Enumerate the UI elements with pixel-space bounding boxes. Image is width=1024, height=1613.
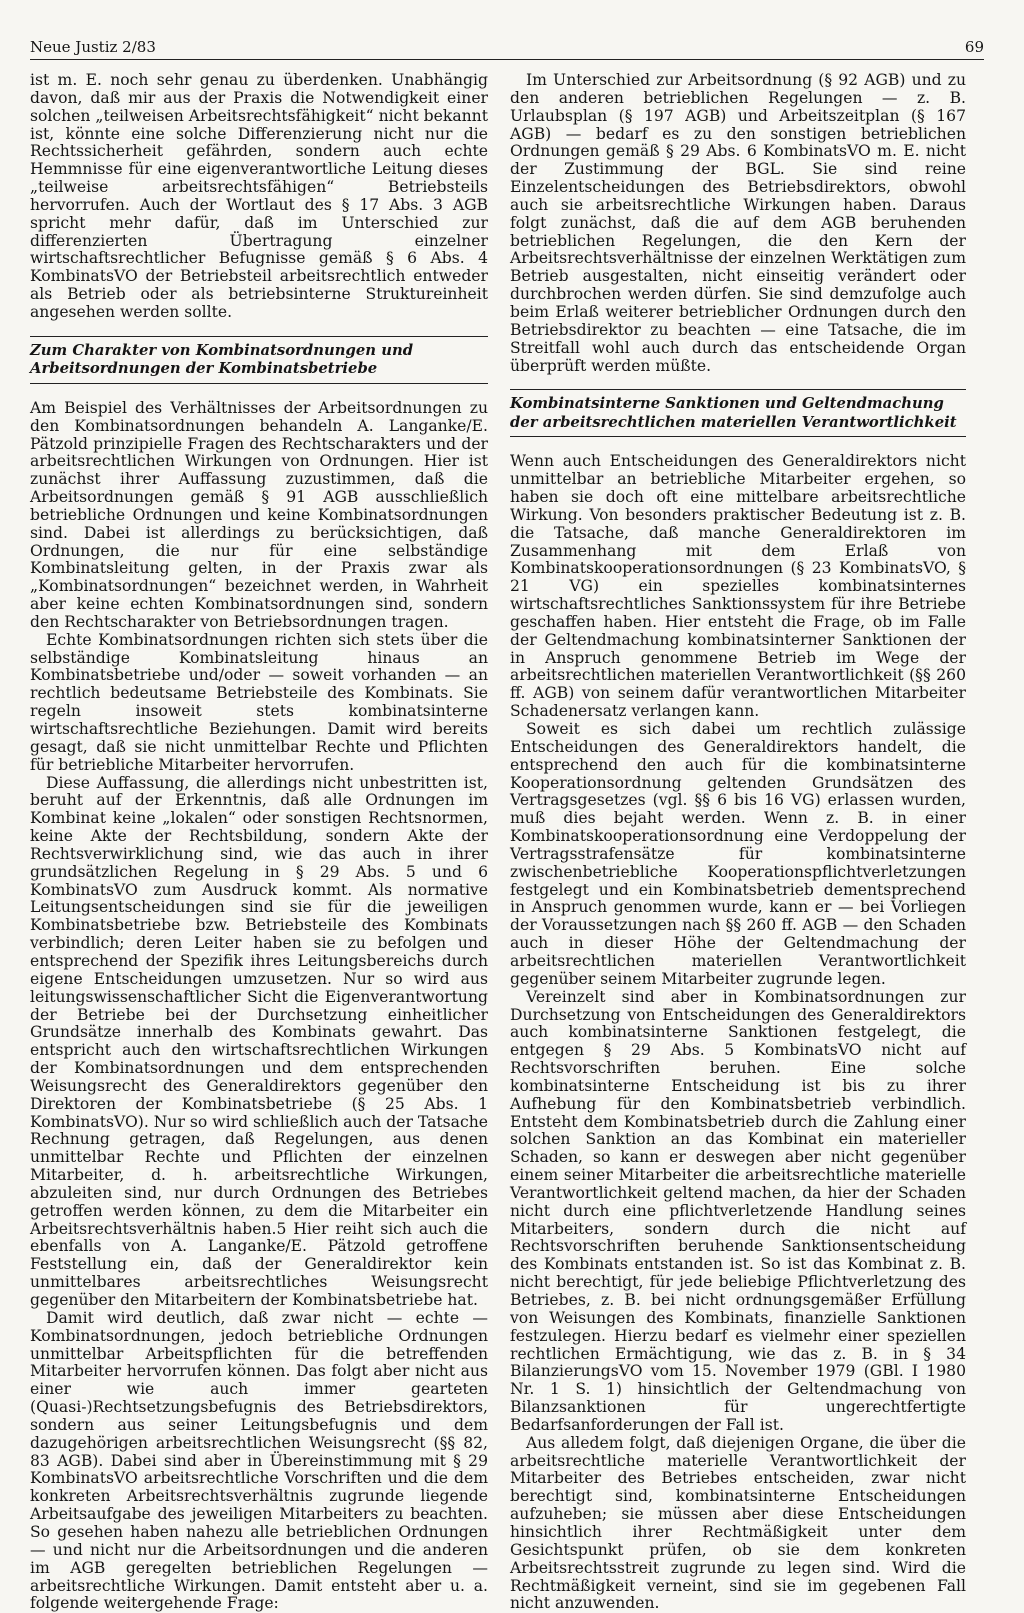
paragraph: Diese Auffassung, die allerdings nicht unbestritten ist, beruht auf der Erkenntnis, daß alle Ordnungen im Kombinat keine „lokalen“ oder sonstigen Rechtsnormen, keine Akte der Rechtsbildung, sondern Akte der Rechtsverwirklichung sind, wie das auch in ihrer grundsätzlichen Regelung in § 29 Abs. 5 und 6 KombinatsVO zum Ausdruck kommt. Als normative Leitungsentscheidungen sind sie für die jeweiligen Kombinatsbetriebe bzw. Betriebsteile des Kombinats verbindlich; deren Leiter haben sie zu befolgen und entsprechend der Spezifik ihres Leitungsbereichs durch eigene Entscheidungen umzusetzen. Nur so wird aus leitungswissenschaftlicher Sicht die Eigenverantwortung der Betriebe bei der Durchsetzung einheitlicher Grundsätze innerhalb des Kombinats gewahrt. Das entspricht auch den wirtschaftsrechtlichen Wirkungen der Kombinatsordnungen und dem entsprechenden Weisungsrecht des Generaldirektors gegenüber den Direktoren der Kombinatsbetriebe (§ 25 Abs. 1 KombinatsVO). Nur so wird schließlich auch der Tatsache Rechnung getragen, daß Regelungen, aus denen unmittelbar Rechte und Pflichten der einzelnen Mitarbeiter, d. h. arbeitsrechtliche Wirkungen, abzuleiten sind, nur durch Ordnungen des Betriebes getroffen werden können, zu dem die Mitarbeiter ein Arbeitsrechtsverhältnis haben.5 Hier reiht sich auch die ebenfalls von A. Langanke/E. Pätzold getroffene Feststellung ein, daß der Generaldirektor kein unmittelbares arbeitsrechtliches Weisungsrecht gegenüber den Mitarbeitern der Kombinatsbetriebe hat.	[30, 773, 488, 1309]
journal-title: Neue Justiz 2/83	[30, 38, 156, 56]
paragraph: Am Beispiel des Verhältnisses der Arbeitsordnungen zu den Kombinatsordnungen behandeln A. Langanke/E. Pätzold prinzipielle Fragen des Rechtscharakters und der arbeitsrechtlichen Wirkungen von Ordnungen. Hier ist zunächst ihrer Auffassung zuzustimmen, daß die Arbeitsordnungen gemäß § 91 AGB ausschließlich betriebliche Ordnungen und keine Kombinatsordnungen sind. Dabei ist allerdings zu berücksichtigen, daß Ordnungen, die nur für eine selbständige Kombinatsleitung gelten, in der Praxis zwar als „Kombinatsordnungen“ bezeichnet werden, in Wahrheit aber keine echten Kombinatsordnungen sind, sondern den Rechtscharakter von Betriebsordnungen tragen.	[30, 398, 488, 631]
paragraph: Soweit es sich dabei um rechtlich zulässige Entscheidungen des Generaldirektors handelt, die entsprechend den auch für die kombinatsinterne Kooperationsordnung geltenden Grundsätzen des Vertragsgesetzes (vgl. §§ 6 bis 16 VG) erlassen wurden, muß dies bejaht werden. Wenn z. B. in einer Kombinatskooperationsordnung eine Verdoppelung der Vertragsstrafensätze für kombinatsinterne zwischenbetriebliche Kooperationspflichtverletzungen festgelegt und ein Kombinatsbetrieb dementsprechend in Anspruch genommen wurde, kann er — bei Vorliegen der Voraussetzungen nach §§ 260 ff. AGB — den Schaden auch in dieser Höhe der Geltendmachung der arbeitsrechtlichen materiellen Verantwortlichkeit gegenüber seinem Mitarbeiter zugrunde legen.	[510, 720, 966, 988]
section-heading: Kombinatsinterne Sanktionen und Geltendmachung der arbeitsrechtlichen materiellen Verantwortlichkeit	[510, 389, 966, 437]
section-heading: Zum Charakter von Kombinatsordnungen und Arbeitsordnungen der Kombinatsbetriebe	[30, 336, 488, 384]
left-column	[30, 72, 488, 1613]
paragraph: Aus alledem folgt, daß diejenigen Organe, die über die arbeitsrechtliche materielle Verantwortlichkeit der Mitarbeiter des Betriebes entscheiden, zwar nicht berechtigt sind, kombinatsinterne Entscheidungen aufzuheben; sie müssen aber diese Entscheidungen hinsichtlich ihrer Rechtmäßigkeit unter dem Gesichtspunkt prüfen, ob sie dem konkreten Arbeitsrechtsstreit zugrunde zu legen sind. Wird die Rechtmäßigkeit verneint, sind sie im gegebenen Fall nicht anzuwenden.	[510, 1433, 966, 1613]
paragraph: Echte Kombinatsordnungen richten sich stets über die selbständige Kombinatsleitung hinaus an Kombinatsbetriebe und/oder — soweit vorhanden — an rechtlich bedeutsame Betriebsteile des Kombinats. Sie regeln insoweit stets kombinatsinterne wirtschaftsrechtliche Beziehungen. Damit wird bereits gesagt, daß sie nicht unmittelbar Rechte und Pflichten für betriebliche Mitarbeiter hervorrufen.	[30, 630, 488, 774]
running-header	[30, 38, 984, 60]
paragraph: ist m. E. noch sehr genau zu überdenken. Unabhängig davon, daß mir aus der Praxis die Notwendigkeit einer solchen „teilweisen Arbeitsrechtsfähigkeit“ nicht bekannt ist, könnte eine solche Differenzierung nicht nur die Rechtssicherheit gefährden, sondern auch echte Hemmnisse für eine eigenverantwortliche Leitung dieses „teilweise arbeitsrechtsfähigen“ Betriebsteils hervorrufen. Auch der Wortlaut des § 17 Abs. 3 AGB spricht mehr dafür, daß im Unterschied zur differenzierten Übertragung einzelner wirtschaftsrechtlicher Befugnisse gemäß § 6 Abs. 4 KombinatsVO der Betriebsteil arbeitsrechtlich entweder als Betrieb oder als betriebsinterne Struktureinheit angesehen werden sollte.	[30, 71, 488, 321]
paragraph: Wenn auch Entscheidungen des Generaldirektors nicht unmittelbar an betriebliche Mitarbeiter ergehen, so haben sie doch oft eine mittelbare arbeitsrechtliche Wirkung. Von besonders praktischer Bedeutung ist z. B. die Tatsache, daß manche Generaldirektoren im Zusammenhang mit dem Erlaß von Kombinatskooperationsordnungen (§ 23 KombinatsVO, § 21 VG) ein spezielles kombinatsinternes wirtschaftsrechtliches Sanktionssystem für ihre Betriebe geschaffen haben. Hier entsteht die Frage, ob im Falle der Geltendmachung kombinatsinterner Sanktionen der in Anspruch genommene Betrieb im Wege der arbeitsrechtlichen materiellen Verantwortlichkeit (§§ 260 ff. AGB) von seinem dafür verantwortlichen Mitarbeiter Schadenersatz verlangen kann.	[510, 452, 966, 721]
paragraph: Vereinzelt sind aber in Kombinatsordnungen zur Durchsetzung von Entscheidungen des Generaldirektors auch kombinatsinterne Sanktionen festgelegt, die entgegen § 29 Abs. 5 KombinatsVO nicht auf Rechtsvorschriften beruhen. Eine solche kombinatsinterne Entscheidung ist bis zu ihrer Aufhebung für den Kombinatsbetrieb verbindlich. Entsteht dem Kombinatsbetrieb durch die Zahlung einer solchen Sanktion an das Kombinat ein materieller Schaden, so kann er deswegen aber nicht gegenüber einem seiner Mitarbeiter die arbeitsrechtliche materielle Verantwortlichkeit geltend machen, da hier der Schaden nicht durch eine pflichtverletzende Handlung seines Mitarbeiters, sondern durch die nicht auf Rechtsvorschriften beruhende Sanktionsentscheidung des Kombinats entstanden ist. So ist das Kombinat z. B. nicht berechtigt, für jede beliebige Pflichtverletzung des Betriebes, z. B. bei nicht ordnungsgemäßer Erfüllung von Weisungen des Kombinats, finanzielle Sanktionen festzulegen. Hierzu bedarf es vielmehr einer speziellen rechtlichen Ermächtigung, wie das z. B. in § 34 BilanzierungsVO vom 15. November 1979 (GBl. I 1980 Nr. 1 S. 1) hinsichtlich der Geltendmachung von Bilanzsanktionen für ungerechtfertigte Bedarfsanforderungen der Fall ist.	[510, 987, 966, 1434]
right-column	[510, 72, 966, 1613]
paragraph: Damit wird deutlich, daß zwar nicht — echte — Kombinatsordnungen, jedoch betriebliche Ordnungen unmittelbar Arbeitspflichten für die betreffenden Mitarbeiter hervorrufen können. Das folgt aber nicht aus einer wie auch immer gearteten (Quasi-)Rechtsetzungsbefugnis des Betriebsdirektors, sondern aus seiner Leitungsbefugnis und dem dazugehörigen arbeitsrechtlichen Weisungsrecht (§§ 82, 83 AGB). Dabei sind aber in Übereinstimmung mit § 29 KombinatsVO arbeitsrechtliche Vorschriften und die dem konkreten Arbeitsrechtsverhältnis zugrunde liegende Arbeitsaufgabe des jeweiligen Mitarbeiters zu beachten. So gesehen haben nahezu alle betrieblichen Ordnungen — und nicht nur die Arbeitsordnungen und die anderen im AGB geregelten betrieblichen Regelungen — arbeitsrechtliche Wirkungen. Damit entsteht aber u. a. folgende weitergehende Frage:	[30, 1308, 488, 1613]
paragraph: Im Unterschied zur Arbeitsordnung (§ 92 AGB) und zu den anderen betrieblichen Regelungen — z. B. Urlaubsplan (§ 197 AGB) und Arbeitszeitplan (§ 167 AGB) — bedarf es zu den sonstigen betrieblichen Ordnungen gemäß § 29 Abs. 6 KombinatsVO m. E. nicht der Zustimmung der BGL. Sie sind reine Einzelentscheidungen des Betriebsdirektors, obwohl auch sie arbeitsrechtliche Wirkungen haben. Daraus folgt zunächst, daß die auf dem AGB beruhenden betrieblichen Regelungen, die den Kern der Arbeitsrechtsverhältnisse der einzelnen Werktätigen zum Betrieb ausgestalten, nicht einseitig verändert oder durchbrochen werden dürfen. Sie sind demzufolge auch beim Erlaß weiterer betrieblicher Ordnungen durch den Betriebsdirektor zu beachten — eine Tatsache, die im Streitfall wohl auch durch das entscheidende Organ überprüft werden müßte.	[510, 71, 966, 375]
page-number: 69	[964, 38, 984, 56]
